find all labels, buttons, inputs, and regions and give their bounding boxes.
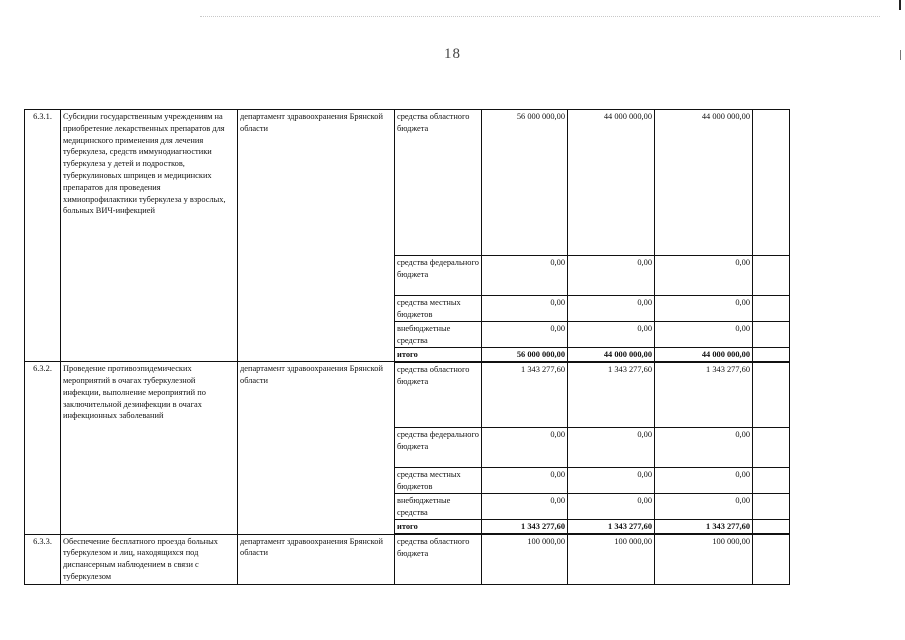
amount-year-1: 0,00 <box>482 494 568 520</box>
amount-year-1: 56 000 000,00 <box>482 110 568 256</box>
table-row <box>25 110 790 256</box>
total-year-1: 1 343 277,60 <box>482 520 568 534</box>
source-label: средства областного бюджета <box>395 110 482 256</box>
empty-cell <box>753 256 790 296</box>
amount-year-2: 0,00 <box>568 322 655 348</box>
empty-cell <box>753 534 790 584</box>
amount-year-2: 1 343 277,60 <box>568 362 655 428</box>
empty-cell <box>753 362 790 428</box>
amount-year-2: 0,00 <box>568 428 655 468</box>
source-label: внебюджетные средства <box>395 494 482 520</box>
amount-year-3: 1 343 277,60 <box>655 362 753 428</box>
empty-cell <box>753 348 790 362</box>
page-number: 18 <box>444 46 461 62</box>
amount-year-1: 0,00 <box>482 296 568 322</box>
amount-year-3: 100 000,00 <box>655 534 753 584</box>
source-label: средства местных бюджетов <box>395 296 482 322</box>
empty-cell <box>753 296 790 322</box>
row-number: 6.3.1. <box>25 110 61 362</box>
amount-year-1: 0,00 <box>482 256 568 296</box>
row-number: 6.3.3. <box>25 534 61 584</box>
empty-cell <box>753 520 790 534</box>
scan-artifact-line <box>200 16 880 17</box>
executor: департамент здравоохранения Брянской области <box>238 110 395 362</box>
amount-year-3: 0,00 <box>655 296 753 322</box>
total-year-2: 44 000 000,00 <box>568 348 655 362</box>
empty-cell <box>753 322 790 348</box>
total-year-3: 44 000 000,00 <box>655 348 753 362</box>
row-number: 6.3.2. <box>25 362 61 534</box>
amount-year-1: 0,00 <box>482 322 568 348</box>
measure-name: Субсидии государственным учреждениям на приобретение лекарственных препаратов для медицинского применения для лечения туберкулеза, средств иммунодиагностики туберкулеза у детей и подростков, туберкулиновых шприцев и медицинских препаратов для проведения химиопрофилактики туберкулеза у взрослых, больных ВИЧ-инфекцией <box>61 110 238 362</box>
scan-edge-mark <box>899 0 901 10</box>
amount-year-2: 0,00 <box>568 468 655 494</box>
empty-cell <box>753 428 790 468</box>
total-label: итого <box>395 348 482 362</box>
total-label: итого <box>395 520 482 534</box>
amount-year-3: 0,00 <box>655 468 753 494</box>
budget-table <box>24 109 790 585</box>
amount-year-3: 0,00 <box>655 494 753 520</box>
empty-cell <box>753 494 790 520</box>
source-label: средства областного бюджета <box>395 534 482 584</box>
amount-year-3: 0,00 <box>655 322 753 348</box>
amount-year-2: 44 000 000,00 <box>568 110 655 256</box>
empty-cell <box>753 110 790 256</box>
source-label: средства федерального бюджета <box>395 256 482 296</box>
total-year-3: 1 343 277,60 <box>655 520 753 534</box>
amount-year-1: 0,00 <box>482 468 568 494</box>
amount-year-1: 1 343 277,60 <box>482 362 568 428</box>
source-label: средства областного бюджета <box>395 362 482 428</box>
total-year-1: 56 000 000,00 <box>482 348 568 362</box>
executor: департамент здравоохранения Брянской области <box>238 362 395 534</box>
amount-year-2: 100 000,00 <box>568 534 655 584</box>
amount-year-2: 0,00 <box>568 494 655 520</box>
table-row <box>25 362 790 428</box>
amount-year-3: 44 000 000,00 <box>655 110 753 256</box>
measure-name: Обеспечение бесплатного проезда больных туберкулезом и лиц, находящихся под диспансерным наблюдением в связи с туберкулезом <box>61 534 238 584</box>
total-year-2: 1 343 277,60 <box>568 520 655 534</box>
table-row <box>25 534 790 584</box>
amount-year-1: 0,00 <box>482 428 568 468</box>
amount-year-2: 0,00 <box>568 256 655 296</box>
amount-year-2: 0,00 <box>568 296 655 322</box>
source-label: внебюджетные средства <box>395 322 482 348</box>
amount-year-3: 0,00 <box>655 256 753 296</box>
amount-year-1: 100 000,00 <box>482 534 568 584</box>
executor: департамент здравоохранения Брянской области <box>238 534 395 584</box>
source-label: средства федерального бюджета <box>395 428 482 468</box>
amount-year-3: 0,00 <box>655 428 753 468</box>
measure-name: Проведение противоэпидемических мероприятий в очагах туберкулезной инфекции, выполнение мероприятий по заключительной дезинфекции в очагах инфекционных заболеваний <box>61 362 238 534</box>
source-label: средства местных бюджетов <box>395 468 482 494</box>
empty-cell <box>753 468 790 494</box>
